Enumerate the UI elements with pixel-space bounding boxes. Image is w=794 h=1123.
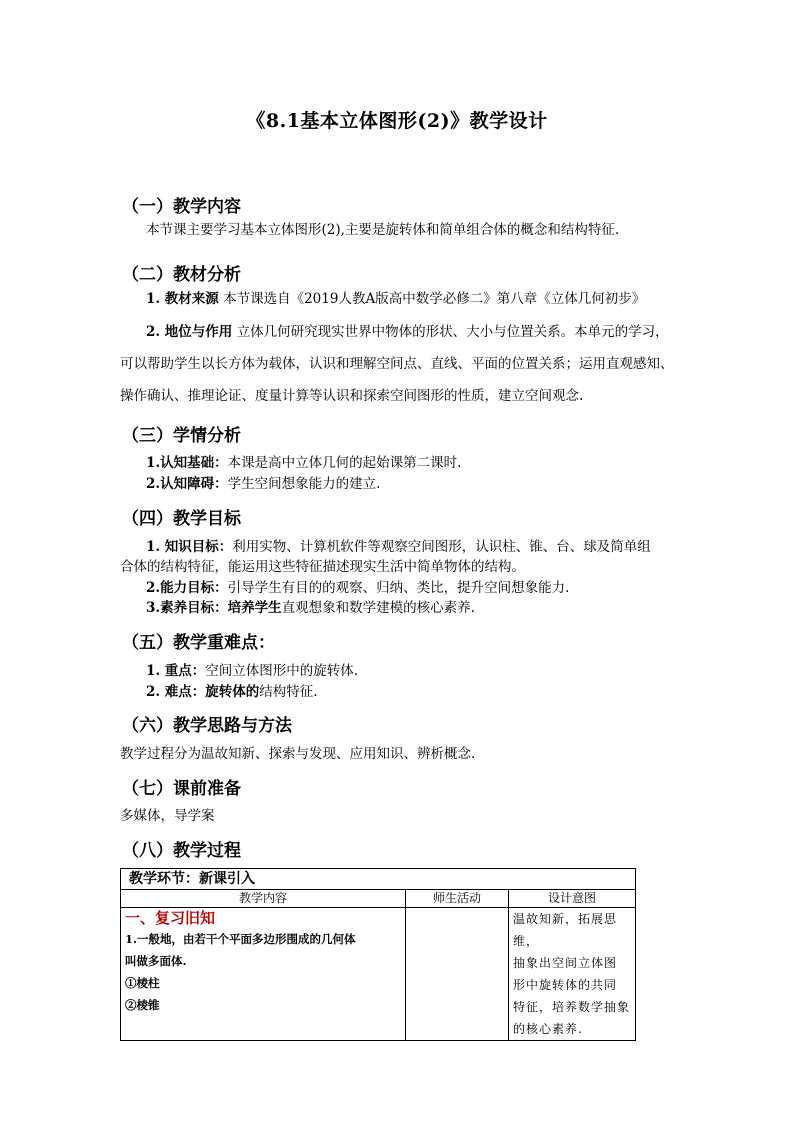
content-line-2: 叫做多面体. (125, 954, 187, 968)
goal-item-3-bold: 培养学生 (227, 600, 282, 616)
table-stage-row: 教学环节：新课引入 (121, 869, 636, 890)
table-cell-intent (509, 908, 636, 1041)
table-header-content: 教学内容 (121, 890, 406, 908)
section-heading-goals: （四）教学目标 (122, 509, 241, 529)
table-cell-activity (406, 908, 509, 1041)
keypoint-item-1 (146, 661, 358, 682)
section-content-text: 本节课主要学习基本立体图形(2),主要是旋转体和简单组合体的概念和结构特征. (146, 222, 620, 238)
review-heading: 一、复习旧知 (125, 909, 216, 927)
table-header-activity: 师生活动 (406, 890, 509, 908)
section-heading-prep: （七）课前准备 (122, 779, 241, 799)
content-line-4: ②棱锥 (125, 998, 160, 1012)
section-heading-process: （八）教学过程 (122, 841, 241, 861)
students-item-1-label: 1.认知基础： (146, 455, 228, 471)
section-heading-students: （三）学情分析 (122, 426, 241, 446)
role-text-3: 操作确认、推理论证、度量计算等认识和探索空间图形的性质，建立空间观念. (120, 388, 584, 404)
students-item-1 (146, 453, 461, 474)
section-heading-keypoints: （五）教学重难点： (122, 633, 275, 653)
section-heading-method: （六）教学思路与方法 (122, 716, 292, 736)
textbook-source-line (146, 289, 645, 310)
content-line-3: ①棱柱 (125, 976, 160, 990)
role-text-2: 可以帮助学生以长方体为载体，认识和理解空间点、直线、平面的位置关系；运用直观感知、 (120, 356, 674, 372)
section-heading-content: （一）教学内容 (122, 197, 241, 217)
goal-item-3-text: 直观想象和数学建模的核心素养. (281, 600, 475, 616)
students-item-2 (146, 474, 380, 495)
table-row (121, 908, 636, 1041)
role-text-1: 立体几何研究现实世界中物体的形状、大小与位置关系。本单元的学习， (236, 324, 669, 340)
document-title: 《8.1基本立体图形(2)》教学设计 (246, 110, 548, 132)
students-item-1-text: 本课是高中立体几何的起始课第二课时. (227, 455, 462, 471)
intent-line-5: 的核心素养. (513, 1022, 583, 1036)
students-item-2-label: 2.认知障碍： (146, 476, 228, 492)
intent-line-2: 抽象出空间立体图 (513, 956, 618, 970)
prep-text: 多媒体，导学案 (120, 808, 215, 824)
section-heading-textbook: （二）教材分析 (122, 265, 241, 285)
method-text: 教学过程分为温故知新、探索与发现、应用知识、辨析概念. (120, 746, 476, 762)
intent-line-3: 形中旋转体的共同 (513, 978, 618, 992)
goal-item-1-cont: 合体的结构特征，能运用这些特征描述现实生活中简单物体的结构。 (120, 559, 525, 575)
role-label: 2. 地位与作用 (146, 324, 233, 340)
goal-item-3 (146, 598, 475, 619)
process-table (120, 868, 636, 1041)
textbook-source-label: 1. 教材来源 (146, 291, 219, 307)
keypoint-item-2-text: 结构特征. (259, 684, 318, 700)
content-line-1: 1.一般地，由若干个平面多边形围成的几何体 (125, 932, 356, 946)
keypoint-item-2-label: 2. 难点： (146, 684, 206, 700)
goal-item-1-label: 1. 知识目标： (146, 539, 233, 555)
goal-item-2-text: 引导学生有目的的观察、归纳、类比，提升空间想象能力. (227, 580, 570, 596)
goal-item-1 (146, 537, 651, 558)
goal-item-3-label: 3.素养目标： (146, 600, 228, 616)
keypoint-item-1-text: 空间立体图形中的旋转体. (205, 663, 359, 679)
intent-line-4: 特征，培养数学抽象 (513, 1000, 631, 1014)
textbook-source-text: 本节课选自《2019人教A版高中数学必修二》第八章《立体几何初步》 (223, 291, 646, 307)
goal-item-2-label: 2.能力目标： (146, 580, 228, 596)
table-cell-content (121, 908, 406, 1041)
keypoint-item-1-label: 1. 重点： (146, 663, 206, 679)
keypoint-item-2 (146, 682, 318, 703)
intent-line-1: 温故知新，拓展思维， (513, 912, 618, 948)
table-header-intent: 设计意图 (509, 890, 636, 908)
students-item-2-text: 学生空间想象能力的建立. (227, 476, 381, 492)
goal-item-2 (146, 578, 569, 599)
role-line-1 (146, 322, 669, 343)
keypoint-item-2-bold: 旋转体的 (205, 684, 260, 700)
goal-item-1-text: 利用实物、计算机软件等观察空间图形，认识柱、锥、台、球及简单组 (232, 539, 651, 555)
